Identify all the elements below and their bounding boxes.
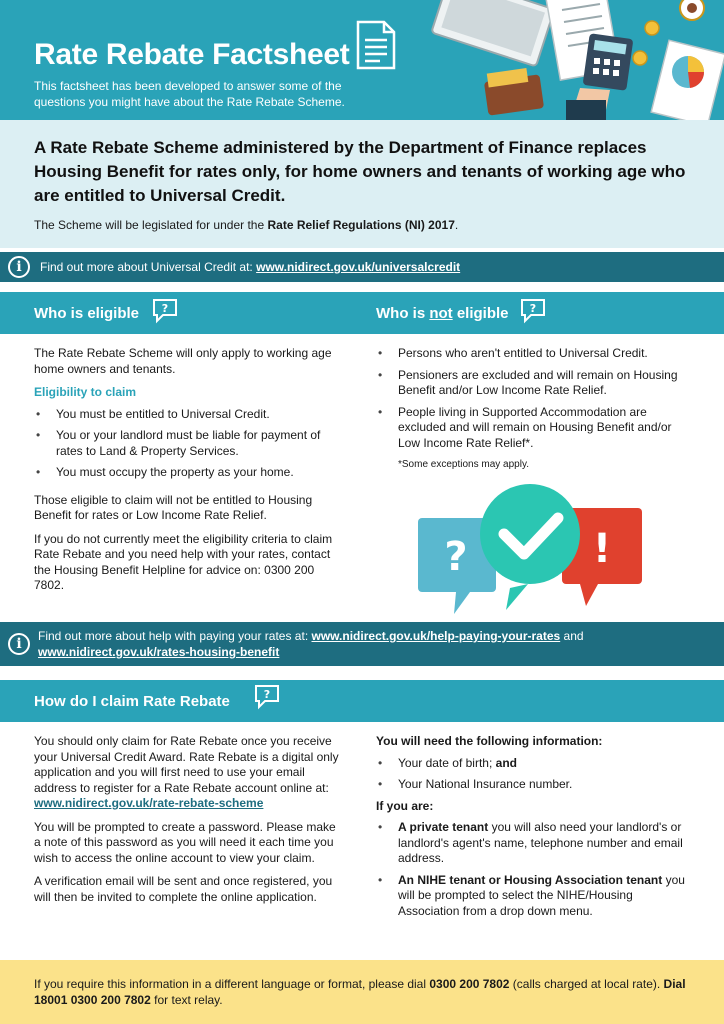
eligibility-to-claim-subheading: Eligibility to claim — [34, 385, 137, 399]
tenant-type-list — [376, 820, 696, 919]
list-item: • You must be entitled to Universal Credit. — [34, 407, 344, 423]
eligible-para-2: If you do not currently meet the eligibility criteria to claim Rate Rebate and you need help with your rates, contact the Housing Benefit Helpline for advice on: 0300 200 7802. — [34, 531, 333, 592]
list-item: • Pensioners are excluded and will remain on Housing Benefit and/or Low Income Rate Relief. — [376, 368, 696, 399]
list-item: • People living in Supported Accommodation are excluded and will remain on Housing Benefit and/or Low Income Rate Relief*. — [376, 405, 696, 452]
not-eligible-heading-not: not — [429, 305, 453, 322]
speech-bubble-icon — [254, 684, 280, 710]
exceptions-note: *Some exceptions may apply. — [398, 459, 529, 470]
who-is-eligible-heading: Who is eligible — [34, 305, 140, 322]
footer-phone: 0300 200 7802 — [429, 977, 510, 991]
legislation-suffix: . — [454, 218, 459, 232]
list-item: • You or your landlord must be liable for payment of rates to Land & Property Services. — [34, 428, 344, 459]
wallet-icon — [484, 68, 544, 116]
universal-credit-info-text — [40, 259, 710, 275]
list-item: • Your National Insurance number. — [376, 777, 696, 793]
if-you-are-heading — [376, 799, 696, 815]
universal-credit-link[interactable]: www.nidirect.gov.uk/universalcredit — [256, 260, 461, 274]
help-paying-and: and — [563, 629, 584, 643]
not-eligible-list — [376, 346, 696, 451]
check-bubble-icon — [480, 484, 580, 610]
info-icon: i — [8, 256, 30, 278]
footer-post: for text relay. — [154, 993, 223, 1007]
claim-para-1-text: You should only claim for Rate Rebate once you receive your Universal Credit Award. Rate Rebate is a digital only application and you will first need to use your email address to register for a Rate Rebate account online at: — [34, 734, 339, 795]
footer-text — [34, 976, 694, 1008]
eligibility-header-bar — [0, 292, 724, 334]
footer-pre: If you require this information in a different language or format, please dial — [34, 977, 427, 991]
claim-header-bar — [0, 680, 724, 722]
nihe-tenant-label: An NIHE tenant or Housing Association tenant — [398, 872, 663, 887]
universal-credit-info-label: Find out more about Universal Credit at: — [40, 260, 253, 274]
svg-text:!: ! — [592, 526, 612, 572]
help-paying-rates-link[interactable]: www.nidirect.gov.uk/help-paying-your-rates — [311, 629, 561, 643]
nihe-tenant-text: you will be prompted to select the NIHE/Housing Association from a drop down menu. — [398, 872, 685, 918]
eligible-intro: The Rate Rebate Scheme will only apply to working age home owners and tenants. — [34, 346, 332, 376]
page-subtitle: This factsheet has been developed to answer some of the questions you might have about the Rate Rebate Scheme. — [34, 79, 345, 109]
claim-para-2: You will be prompted to create a password. Please make a note of this password as you will need it each time you wish to access the online account to view your claim. — [34, 819, 336, 865]
svg-text:?: ? — [263, 688, 271, 701]
if-you-are-text: If you are: — [376, 798, 434, 813]
list-item — [376, 756, 696, 772]
speech-bubble-icon — [152, 298, 178, 324]
help-paying-info-label: Find out more about help with paying your rates at: — [38, 629, 309, 643]
legislation-title: Rate Relief Regulations (NI) 2017 — [267, 218, 455, 232]
intro-section — [0, 120, 724, 248]
universal-credit-info-bar — [0, 252, 724, 282]
svg-text:?: ? — [529, 302, 537, 315]
private-tenant-label: A private tenant — [398, 820, 489, 834]
help-paying-info-bar — [0, 622, 724, 666]
eligible-para-1: Those eligible to claim will not be entitled to Housing Benefit for rates or Low Income Rate Relief. — [34, 492, 313, 522]
eligible-column — [34, 346, 344, 602]
not-eligible-column — [376, 346, 696, 473]
svg-text:?: ? — [161, 302, 169, 315]
need-info-list — [376, 756, 696, 793]
list-item: • Persons who aren't entitled to Universal Credit. — [376, 346, 696, 362]
how-to-claim-heading: How do I claim Rate Rebate — [34, 693, 230, 710]
claim-right-column — [376, 734, 696, 925]
claim-left-column — [34, 734, 344, 913]
need-info-heading-text: You will need the following information: — [376, 734, 603, 748]
need-info-heading — [376, 734, 696, 750]
desk-illustration — [420, 0, 724, 120]
intro-lead: A Rate Rebate Scheme administered by the Department of Finance replaces Housing Benefit for rates only, for home owners and tenants of working age who are entitled to Universal Credit. — [34, 138, 686, 205]
accessibility-footer — [0, 960, 724, 1024]
who-is-not-eligible-heading — [376, 305, 509, 322]
speech-bubble-icon — [520, 298, 546, 324]
eligibility-list — [34, 407, 344, 481]
page-title: Rate Rebate Factsheet — [34, 38, 350, 71]
not-eligible-heading-pre: Who is — [376, 305, 426, 322]
rates-housing-benefit-link[interactable]: www.nidirect.gov.uk/rates-housing-benefit — [38, 645, 280, 659]
private-tenant-text: you will also need your landlord's or landlord's agent's name, telephone number and email address. — [398, 820, 683, 865]
footer-mid: (calls charged at local rate). — [512, 977, 661, 991]
pie-chart-icon — [651, 40, 724, 120]
list-item — [376, 873, 696, 920]
not-eligible-heading-post: eligible — [456, 305, 509, 322]
legislation-note — [34, 218, 458, 232]
help-paying-info-text — [38, 628, 708, 660]
rate-rebate-scheme-link[interactable]: www.nidirect.gov.uk/rate-rebate-scheme — [34, 796, 264, 810]
list-item — [376, 820, 696, 867]
laptop-icon — [431, 0, 554, 66]
header-banner — [0, 0, 724, 120]
claim-para-3: A verification email will be sent and once registered, you will then be invited to complete the online application. — [34, 874, 333, 904]
dob-item-text: Your date of birth; — [398, 755, 493, 770]
list-item: • You must occupy the property as your home. — [34, 465, 344, 481]
info-icon: i — [8, 633, 30, 655]
legislation-prefix: The Scheme will be legislated for under the — [34, 218, 265, 232]
claim-para-1 — [34, 734, 344, 812]
eligibility-bubbles-illustration — [410, 480, 650, 620]
document-icon — [356, 20, 396, 70]
dob-item-and: and — [495, 755, 517, 770]
footer-relay: Dial 18001 0300 200 7802 — [34, 977, 686, 1007]
svg-text:?: ? — [444, 534, 468, 580]
